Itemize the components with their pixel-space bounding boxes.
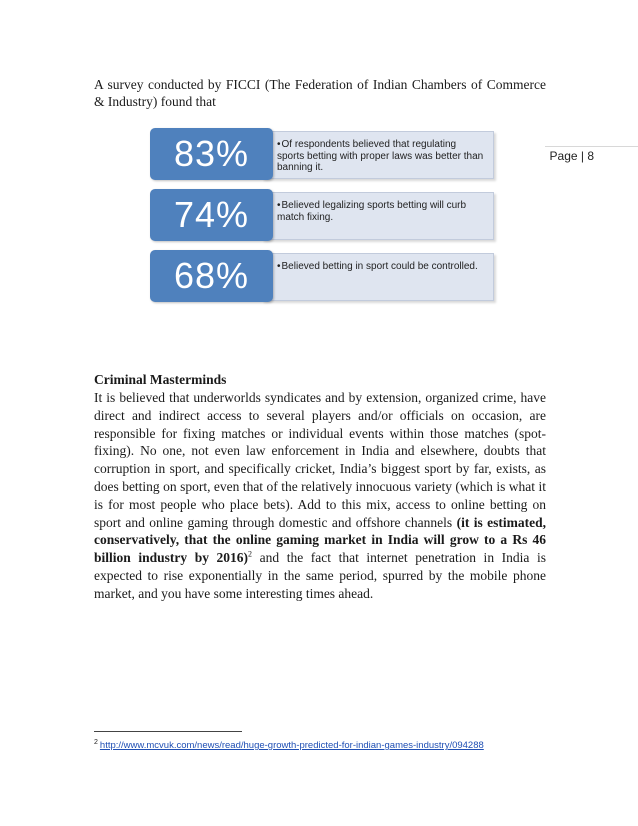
stat-description-card [262, 192, 494, 240]
bullet-icon: • [277, 261, 281, 272]
body-text-part-1: It is believed that underworlds syndicates and by extension, organized crime, have direct and indirect access to several players and/or officials on occasion, are responsible for fixing matches or individual events within those matches (spot-fixing). No one, not even law enforcement in India and elsewhere, doubts that corruption in sport, and specifically cricket, India’s biggest sport by far, exists, as does betting on sport, even that of the relatively innocuous variety (which is what it is for most people who place bets). Add to this mix, access to online betting on sport and online gaming through domestic and offshore channels [94, 390, 546, 530]
page-number: Page | 8 [549, 149, 594, 163]
stat-percentage: 68% [150, 250, 273, 302]
stat-description-card [262, 253, 494, 301]
stat-row [150, 128, 500, 181]
survey-stats [150, 128, 500, 311]
stat-description: Believed legalizing sports betting will curb match fixing. [277, 200, 467, 223]
stat-percentage: 74% [150, 189, 273, 241]
intro-paragraph: A survey conducted by FICCI (The Federation of Indian Chambers of Commerce & Industry) found that [94, 77, 546, 109]
stat-description-card [262, 131, 494, 179]
bullet-icon: • [277, 200, 281, 211]
section-heading: Criminal Masterminds [94, 372, 227, 387]
footnote-link[interactable]: http://www.mcvuk.com/news/read/huge-growth-predicted-for-indian-games-industry/094288 [99, 740, 484, 752]
bullet-icon: • [277, 139, 281, 150]
footnote-reference[interactable]: 2 [248, 549, 253, 559]
footnote [94, 739, 484, 751]
body-text-bold: (it is estimated, conservatively, that the online gaming market in India will grow to a Rs 46 billion industry by 2016) [94, 514, 546, 566]
stat-description: Of respondents believed that regulating sports betting with proper laws was better than banning it. [277, 139, 484, 173]
body-paragraph [94, 389, 546, 603]
stat-row [150, 189, 500, 242]
body-text-part-2: and the fact that internet penetration in India is expected to rise exponentially in the same period, spurred by the mobile phone market, and you have some interesting times ahead. [94, 550, 546, 601]
stat-percentage: 83% [150, 128, 273, 180]
stat-row [150, 250, 500, 303]
header-rule [545, 146, 638, 147]
footnote-number: 2 [94, 739, 98, 746]
stat-description: Believed betting in sport could be controlled. [281, 261, 478, 272]
footnote-divider [94, 731, 242, 732]
